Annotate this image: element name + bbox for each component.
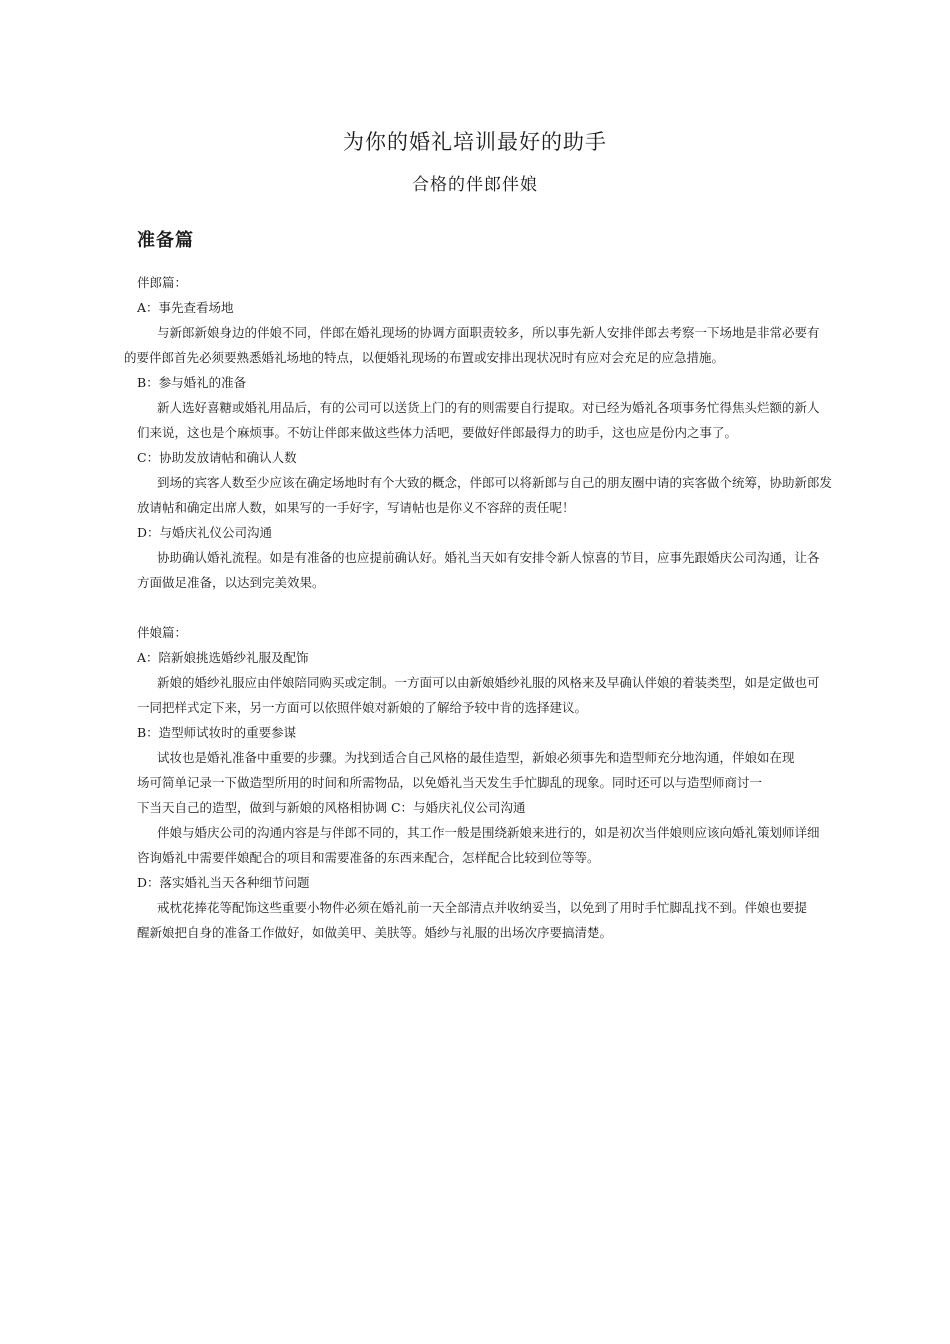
best-man-a-para-line1: 与新郎新娘身边的伴娘不同，伴郎在婚礼现场的协调方面职责较多，所以事先新人安排伴郎去考察一下场地是非常必要有 xyxy=(157,325,820,340)
best-man-a-para-line2: 的要伴郎首先必须要熟悉婚礼场地的特点，以便婚礼现场的布置或安排出现状况时有应对会充足的应急措施。 xyxy=(124,350,725,365)
section-spacer xyxy=(124,595,904,620)
bridesmaid-b-title: B：造型师试妆时的重要参谋 xyxy=(137,725,297,740)
bridesmaid-b-para-line2: 场可简单记录一下做造型所用的时间和所需物品，以免婚礼当天发生手忙脚乱的现象。同时还可以与造型师商讨一 xyxy=(137,775,763,790)
page-title: 为你的婚礼培训最好的助手 xyxy=(343,130,607,154)
bridesmaid-d-para-line1: 戒枕花捧花等配饰这些重要小物件必须在婚礼前一天全部清点并收纳妥当，以免到了用时手忙脚乱找不到。伴娘也要提 xyxy=(157,900,808,915)
bridesmaid-a-para-line2: 一同把样式定下来，另一方面可以依照伴娘对新娘的了解给予较中肯的选择建议。 xyxy=(137,700,588,715)
best-man-header: 伴郎篇： xyxy=(137,275,188,290)
page-subtitle: 合格的伴郎伴娘 xyxy=(412,175,538,195)
bridesmaid-c-para-line1: 伴娘与婚庆公司的沟通内容是与伴郎不同的，其工作一般是围绕新娘来进行的，如是初次当伴娘则应该向婚礼策划师详细 xyxy=(157,825,820,840)
bridesmaid-d-para-line2: 醒新娘把自身的准备工作做好，如做美甲、美肤等。婚纱与礼服的出场次序要搞清楚。 xyxy=(137,925,613,940)
document-body xyxy=(124,270,904,945)
best-man-a-title: A：事先查看场地 xyxy=(137,300,234,315)
bridesmaid-b-para-line3: 下当天自己的造型，做到与新娘的风格相协调 C：与婚庆礼仪公司沟通 xyxy=(137,800,526,815)
best-man-d-para-line1: 协助确认婚礼流程。如是有准备的也应提前确认好。婚礼当天如有安排令新人惊喜的节目，应事先跟婚庆公司沟通，让各 xyxy=(157,550,820,565)
bridesmaid-b-para-line1: 试妆也是婚礼准备中重要的步骤。为找到适合自己风格的最佳造型，新娘必须事先和造型师充分地沟通，伴娘如在现 xyxy=(157,750,795,765)
best-man-b-para-line2: 们来说，这也是个麻烦事。不妨让伴郎来做这些体力活吧，要做好伴郎最得力的助手，这也应是份内之事了。 xyxy=(137,425,738,440)
bridesmaid-d-title: D：落实婚礼当天各种细节问题 xyxy=(137,875,310,890)
best-man-c-title: C：协助发放请帖和确认人数 xyxy=(137,450,297,465)
bridesmaid-c-para-line2: 咨询婚礼中需要伴娘配合的项目和需要准备的东西来配合，怎样配合比较到位等等。 xyxy=(137,850,600,865)
best-man-d-para-line2: 方面做足准备，以达到完美效果。 xyxy=(137,575,325,590)
best-man-b-title: B：参与婚礼的准备 xyxy=(137,375,247,390)
best-man-c-para-line1: 到场的宾客人数至少应该在确定场地时有个大致的概念，伴郎可以将新郎与自己的朋友圈中请的宾客做个统筹，协助新郎发 xyxy=(157,475,833,490)
best-man-b-para-line1: 新人选好喜糖或婚礼用品后，有的公司可以送货上门的有的则需要自行提取。对已经为婚礼各项事务忙得焦头烂额的新人 xyxy=(157,400,820,415)
best-man-c-para-line2: 放请帖和确定出席人数，如果写的一手好字，写请帖也是你义不容辞的责任呢！ xyxy=(137,500,575,515)
bridesmaid-header: 伴娘篇： xyxy=(137,625,188,640)
best-man-d-title: D：与婚庆礼仪公司沟通 xyxy=(137,525,273,540)
bridesmaid-a-title: A：陪新娘挑选婚纱礼服及配饰 xyxy=(137,650,309,665)
bridesmaid-a-para-line1: 新娘的婚纱礼服应由伴娘陪同购买或定制。一方面可以由新娘婚纱礼服的风格来及早确认伴娘的着装类型，如是定做也可 xyxy=(157,675,820,690)
section-heading: 准备篇 xyxy=(137,230,194,251)
